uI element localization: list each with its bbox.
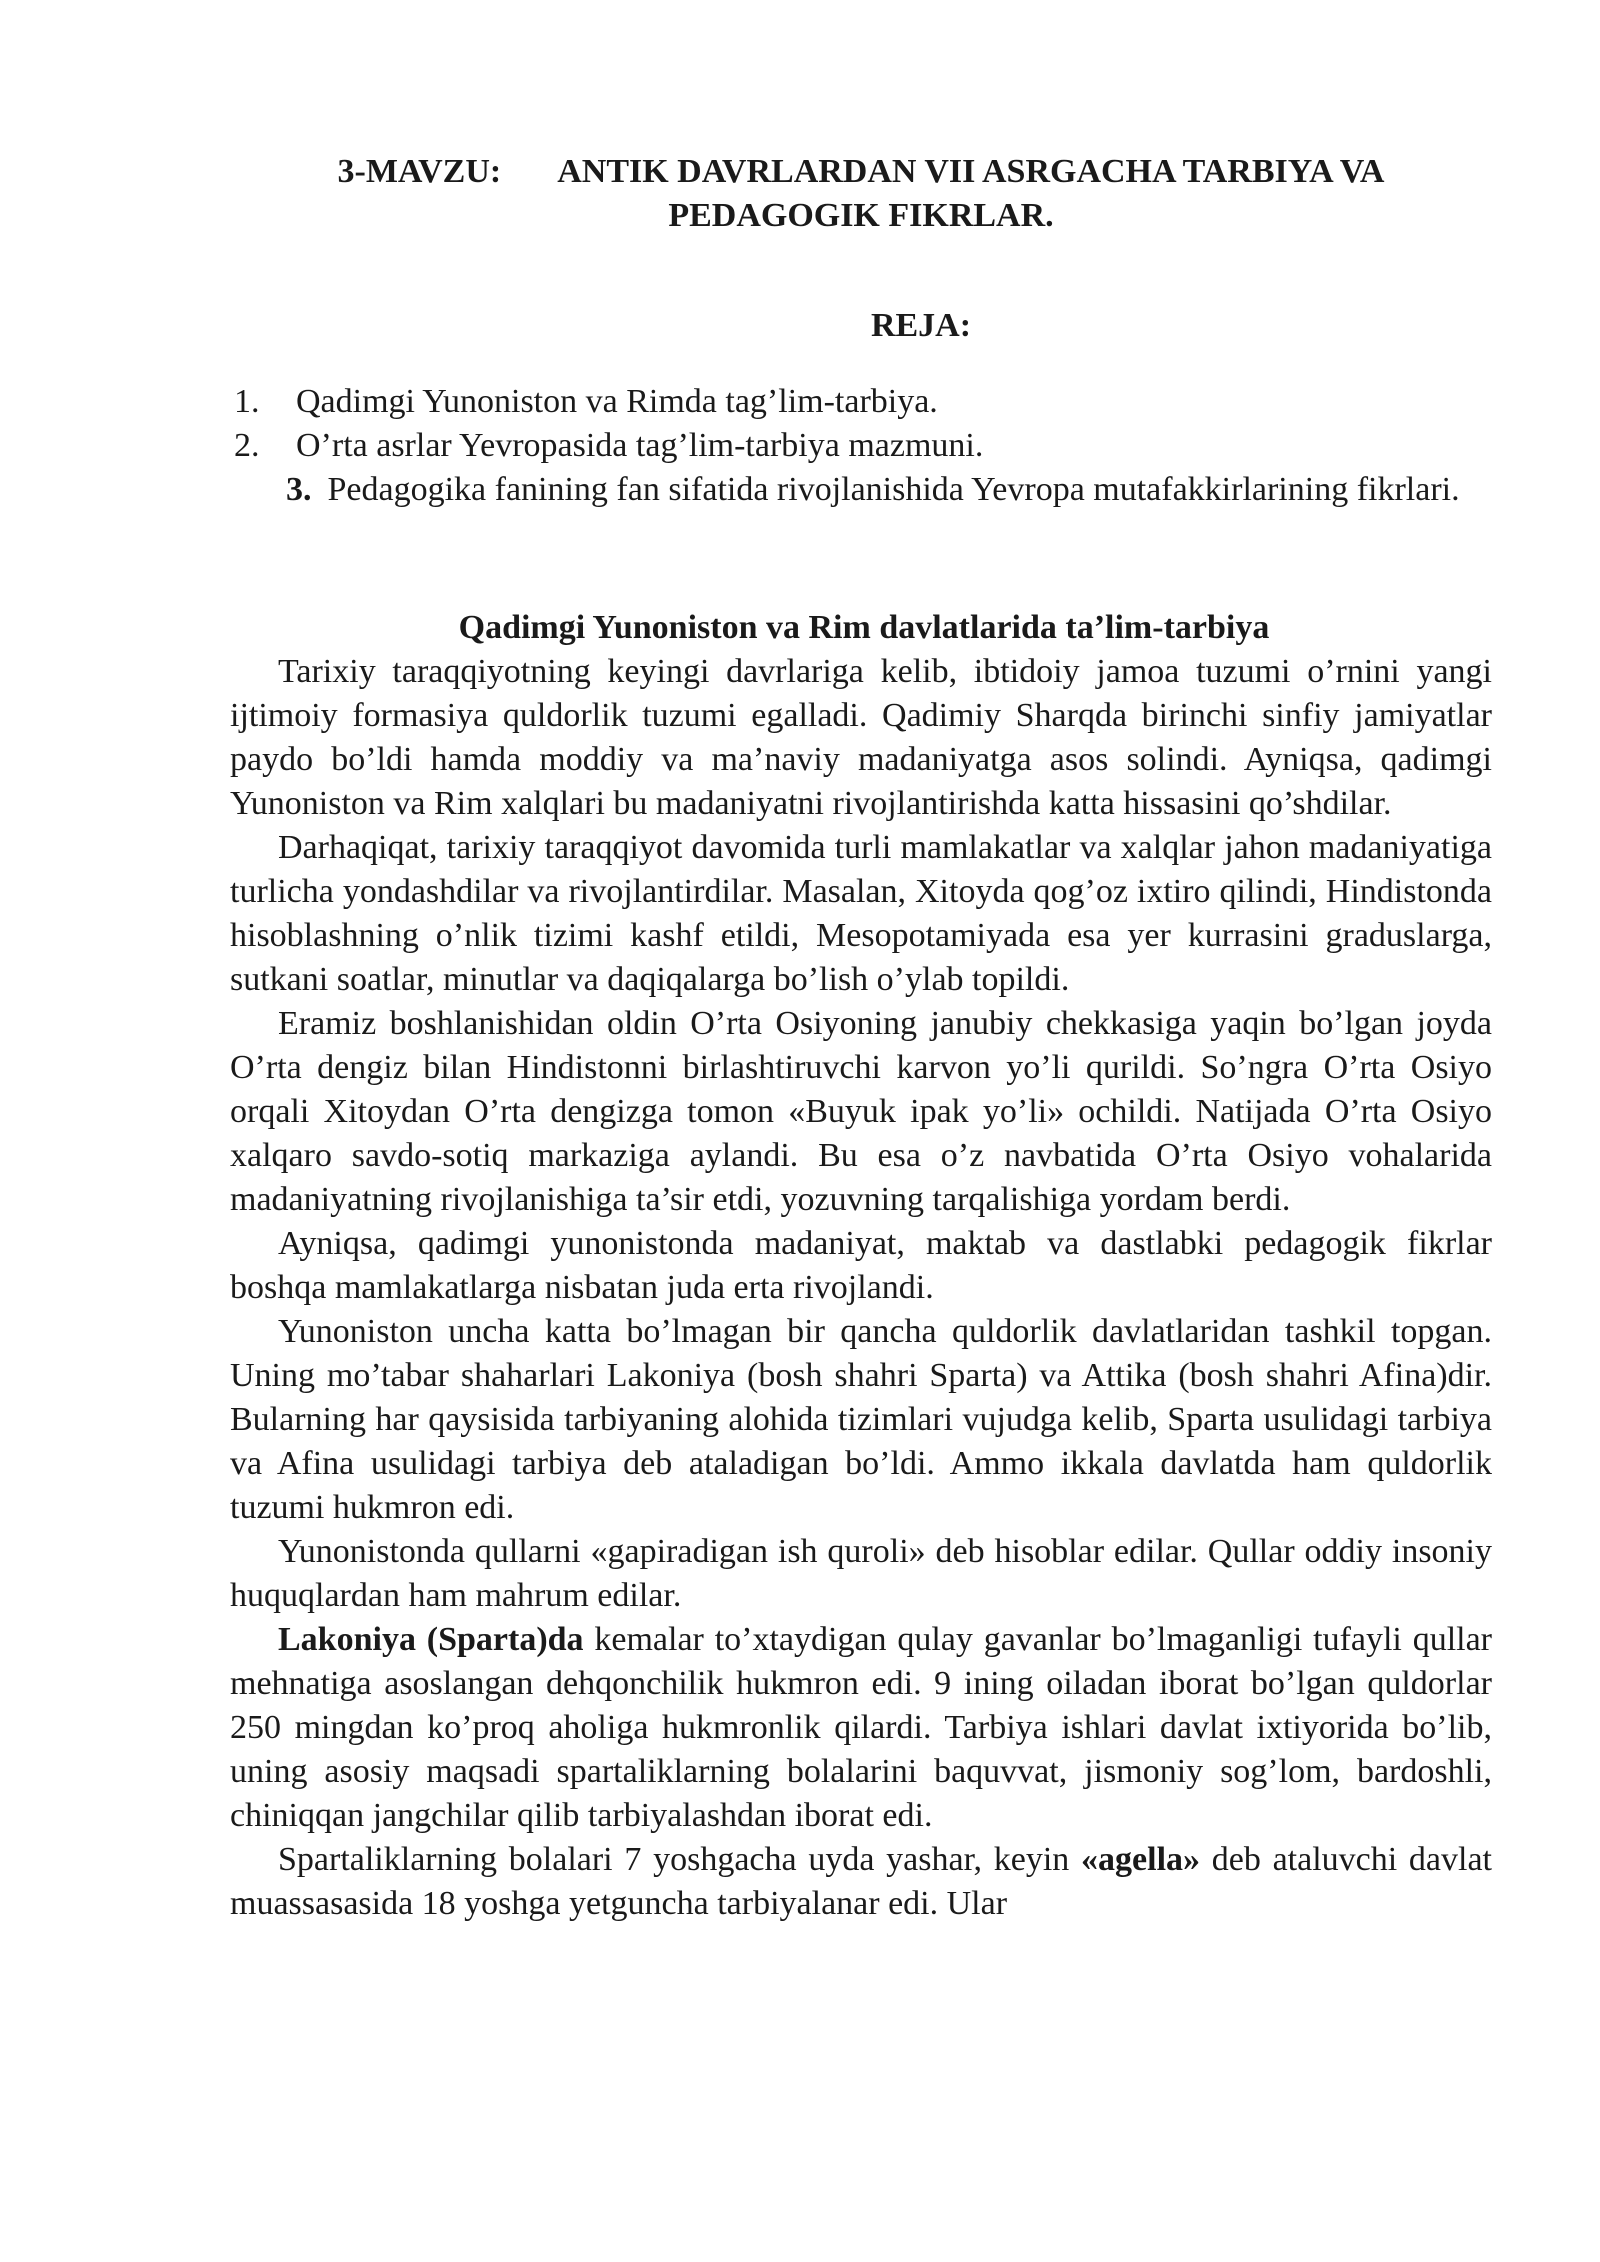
section-heading: Qadimgi Yunoniston va Rim davlatlarida ta’lim-tarbiya: [458, 609, 1270, 646]
page-title: [230, 150, 1492, 238]
topic-title: ANTIK DAVRLARDAN VII ASRGACHA TARBIYA VA PEDAGOGIK FIKRLAR.: [557, 153, 1385, 234]
document-page: [230, 150, 1492, 1926]
body-paragraph: Eramiz boshlanishidan oldin O’rta Osiyoning janubiy chekkasiga yaqin bo’lgan joyda O’rta dengiz bilan Hindistonni birlashtiruvchi karvon yo’li qurildi. So’ngra O’rta Osiyo orqali Xitoydan O’rta dengizga tomon «Buyuk ipak yo’li» ochildi. Natijada O’rta Osiyo xalqaro savdo-sotiq markaziga aylandi. Bu esa o’z navbatida O’rta Osiyo vohalarida madaniyatning rivojlanishiga ta’sir etdi, yozuvning tarqalishiga yordam berdi.: [230, 1005, 1492, 1218]
plan-item: [230, 424, 1492, 468]
plan-item-number: 1.: [234, 383, 260, 420]
body-paragraph: Tarixiy taraqqiyotning keyingi davrlariga kelib, ibtidoiy jamoa tuzumi o’rnini yangi ijtimoiy formasiya quldorlik tuzumi egalladi. Qadimiy Sharqda birinchi sinfiy jamiyatlar paydo bo’ldi hamda moddiy va ma’naviy madaniyatga asos solindi. Ayniqsa, qadimgi Yunoniston va Rim xalqlari bu madaniyatni rivojlantirishda katta hissasini qo’shdilar.: [230, 653, 1492, 822]
body-paragraph: Ayniqsa, qadimgi yunonistonda madaniyat, maktab va dastlabki pedagogik fikrlar boshqa mamlakatlarga nisbatan juda erta rivojlandi.: [230, 1225, 1492, 1306]
paragraph-text: Spartaliklarning bolalari 7 yoshgacha uyda yashar, keyin: [278, 1841, 1082, 1878]
body-paragraph: Darhaqiqat, tarixiy taraqqiyot davomida turli mamlakatlar va xalqlar jahon madaniyatiga turlicha yondashdilar va rivojlantirdilar. Masalan, Xitoyda qog’oz ixtiro qilindi, Hindistonda hisoblashning o’nlik tizimi kashf etildi, Mesopotamiyada esa yer kurrasini graduslarga, sutkani soatlar, minutlar va daqiqalarga bo’lish o’ylab topildi.: [230, 829, 1492, 998]
plan-item: [230, 380, 1492, 424]
plan-item-number: 3.: [286, 471, 312, 508]
body-paragraph: Yunoniston uncha katta bo’lmagan bir qancha quldorlik davlatlaridan tashkil topgan. Uning mo’tabar shaharlari Lakoniya (bosh shahri Sparta) va Attika (bosh shahri Afina)dir. Bularning har qaysisida tarbiyaning alohida tizimlari vujudga kelib, Sparta usulidagi tarbiya va Afina usulidagi tarbiya deb ataladigan bo’ldi. Ammo ikkala davlatda ham quldorlik tuzumi hukmron edi.: [230, 1313, 1492, 1526]
plan-item-number: 2.: [234, 427, 260, 464]
plan-heading: REJA:: [870, 307, 972, 344]
plan-item-text: Qadimgi Yunoniston va Rimda tag’lim-tarbiya.: [296, 383, 938, 420]
paragraph-text: deb ataluvchi davlat muassasasida 18 yoshga yetguncha tarbiyalanar edi. Ular: [230, 1841, 1493, 1922]
bold-term: Lakoniya (Sparta)da: [278, 1621, 584, 1658]
plan-item-text: Pedagogika fanining fan sifatida rivojlanishida Yevropa mutafakkirlarining fikrlari.: [327, 471, 1460, 508]
bold-term: «agella»: [1081, 1841, 1201, 1878]
plan-item-text: O’rta asrlar Yevropasida tag’lim-tarbiya mazmuni.: [296, 427, 984, 464]
body-paragraph: [230, 1618, 1492, 1838]
plan-item: [230, 468, 1492, 512]
topic-number: 3-MAVZU:: [337, 153, 502, 190]
plan-list: [230, 380, 1492, 512]
body-paragraph: [230, 1838, 1492, 1926]
paragraph-text: kemalar to’xtaydigan qulay gavanlar bo’lmaganligi tufayli qullar mehnatiga asoslangan dehqonchilik hukmron edi. 9 ining oiladan iborat bo’lgan quldorlar 250 mingdan ko’proq aholiga hukmronlik qilardi. Tarbiya ishlari davlat ixtiyorida bo’lib, uning asosiy maqsadi spartaliklarning bolalarini baquvvat, jismoniy sog’lom, bardoshli, chiniqqan jangchilar qilib tarbiyalashdan iborat edi.: [230, 1621, 1493, 1834]
body-paragraph: Yunonistonda qullarni «gapiradigan ish quroli» deb hisoblar edilar. Qullar oddiy insoniy huquqlardan ham mahrum edilar.: [230, 1533, 1492, 1614]
